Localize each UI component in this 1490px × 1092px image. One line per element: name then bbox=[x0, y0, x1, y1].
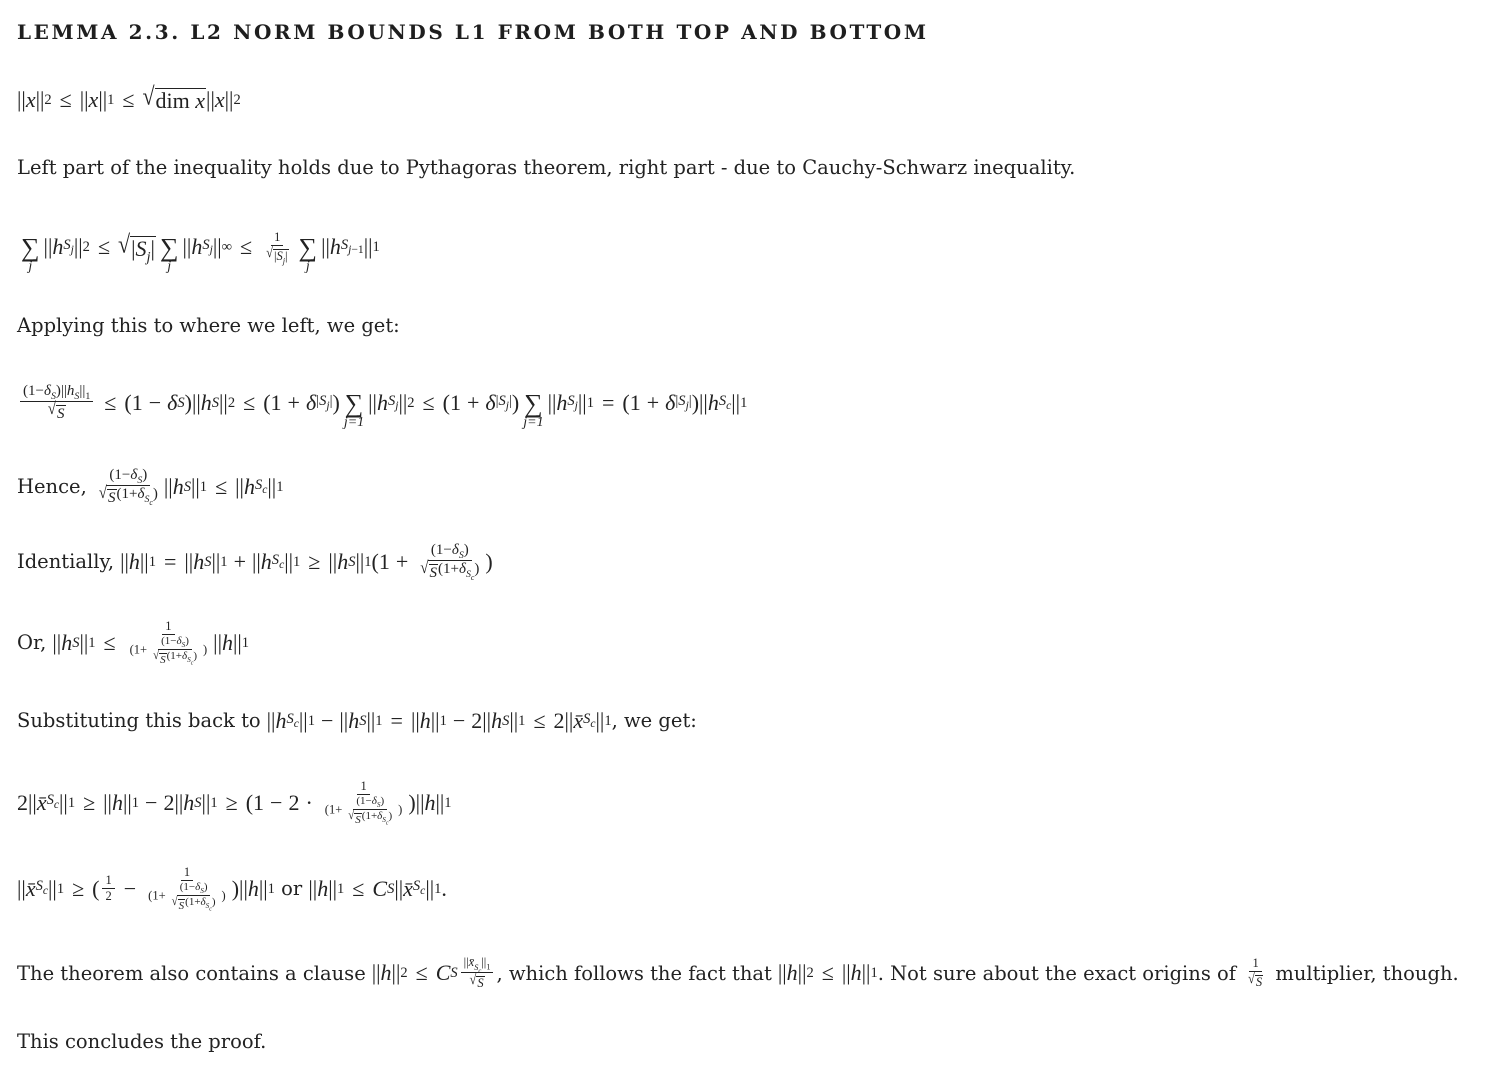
lower-bound-equation: 2|| x̄ $S_c$ || 1 ≥ || h || 1 − 2|| h S || 1 ≥ (1 − 2 · 1 (1+ $(1-\delta_S)$ √ S $(1+\delta_{S_c})$ ) )|| h || 1 bbox=[17, 779, 452, 827]
chain-inequality-equation: $(1-\delta_S)||h_S||_1$ √ S ≤ (1 − δ S )|| h S || 2 ≤ (1 + δ $|S_j|$ ) ∑ j=1 || h $S_j$ || 2 ≤ (1 + δ $|S_j|$ ) ∑ j=1 || h $S_j$ || 1 = (1 + δ $|S_j|$ )|| h $S_c$ || 1 bbox=[17, 384, 747, 423]
identially-paragraph: Identially, || h || 1 = || h S || 1 + || h $S_c$ || 1 ≥ || h S || 1 (1 + $(1-\delta_S)$ √ S $(1+\delta_{S_c})$ ) bbox=[17, 542, 493, 582]
theorem-clause-paragraph: The theorem also contains a clause || h || 2 ≤ C S $||x̄_{S_c}||_1$ √ S , which follows the fact that || h || 2 ≤ || h || 1 . Not sure about the exact origins of 1 √ S multiplier, though. bbox=[17, 955, 1459, 991]
lemma-heading: LEMMA 2.3. L2 NORM BOUNDS L1 FROM BOTH TOP AND BOTTOM bbox=[17, 20, 929, 44]
conclusion-paragraph: This concludes the proof. bbox=[17, 1030, 267, 1053]
final-bound-equation: || x̄ $S_c$ || 1 ≥ ( $\frac{1}{2}$ − 1 (1+ $(1-\delta_S)$ √ S $(1+\delta_{S_c})$ ) )|| h || 1 or || h || 1 ≤ C S || x̄ $S_c$ || 1 . bbox=[17, 865, 447, 913]
applying-paragraph: Applying this to where we left, we get: bbox=[17, 314, 400, 337]
pythagoras-paragraph: Left part of the inequality holds due to Pythagoras theorem, right part - due to Cauchy-Schwarz inequality. bbox=[17, 156, 1076, 179]
substituting-paragraph: Substituting this back to || h $S_c$ || 1 − || h S || 1 = || h || 1 − 2|| h S || 1 ≤ 2|| x̄ $S_c$ || 1 , we get: bbox=[17, 708, 697, 733]
norm-inequality-equation: || x || 2 ≤ || x || 1 ≤ √ dim x || x || 2 bbox=[17, 81, 241, 113]
hence-paragraph: Hence, $(1-\delta_S)$ √ S $(1+\delta_{S_c})$ || h S || 1 ≤ || h $S_c$ || 1 bbox=[17, 467, 284, 507]
sum-bound-equation: ∑ j || h $S_j$ || 2 ≤ √ $|S_j|$ ∑ j || h $S_j$ || ∞ ≤ 1 √ $|S_j|$ ∑ j || h $S_{j-1}$ || 1 bbox=[21, 229, 380, 275]
or-paragraph: Or, || h S || 1 ≤ 1 (1+ $(1-\delta_S)$ √ S $(1+\delta_{S_c})$ ) || h || 1 bbox=[17, 619, 250, 667]
